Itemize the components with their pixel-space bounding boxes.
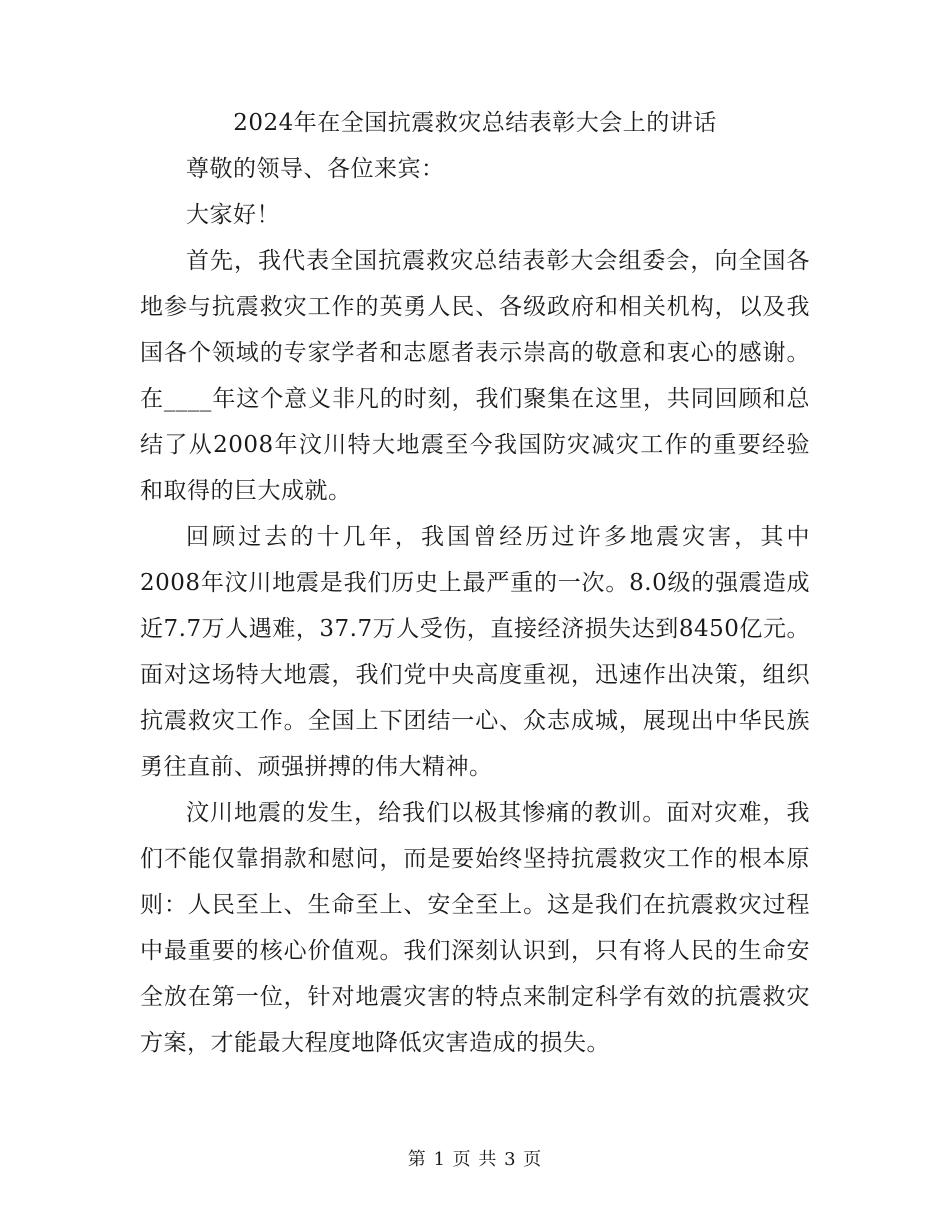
- body-paragraph: 回顾过去的十几年，我国曾经历过许多地震灾害，其中2008年汶川地震是我们历史上最严重的一次。8.0级的强震造成近7.7万人遇难，37.7万人受伤，直接经济损失达到8450亿元。面对这场特大地震，我们党中央高度重视，迅速作出决策，组织抗震救灾工作。全国上下团结一心、众志成城，展现出中华民族勇往直前、顽强拼搏的伟大精神。: [140, 524, 810, 780]
- document-title: 2024年在全国抗震救灾总结表彰大会上的讲话: [233, 110, 717, 136]
- page-number-footer: 第 1 页 共 3 页: [407, 1149, 543, 1170]
- body-paragraph: 首先，我代表全国抗震救灾总结表彰大会组委会，向全国各地参与抗震救灾工作的英勇人民、各级政府和相关机构，以及我国各个领域的专家学者和志愿者表示崇高的敬意和衷心的感谢。在____年这个意义非凡的时刻，我们聚集在这里，共同回顾和总结了从2008年汶川特大地震至今我国防灾减灾工作的重要经验和取得的巨大成就。: [140, 248, 810, 504]
- body-paragraph: 汶川地震的发生，给我们以极其惨痛的教训。面对灾难，我们不能仅靠捐款和慰问，而是要始终坚持抗震救灾工作的根本原则：人民至上、生命至上、安全至上。这是我们在抗震救灾过程中最重要的核心价值观。我们深刻认识到，只有将人民的生命安全放在第一位，针对地震灾害的特点来制定科学有效的抗震救灾方案，才能最大程度地降低灾害造成的损失。: [140, 800, 810, 1056]
- greeting-paragraph: 大家好！: [186, 202, 280, 228]
- salutation-paragraph: 尊敬的领导、各位来宾：: [186, 156, 445, 182]
- document-body: [140, 146, 810, 1066]
